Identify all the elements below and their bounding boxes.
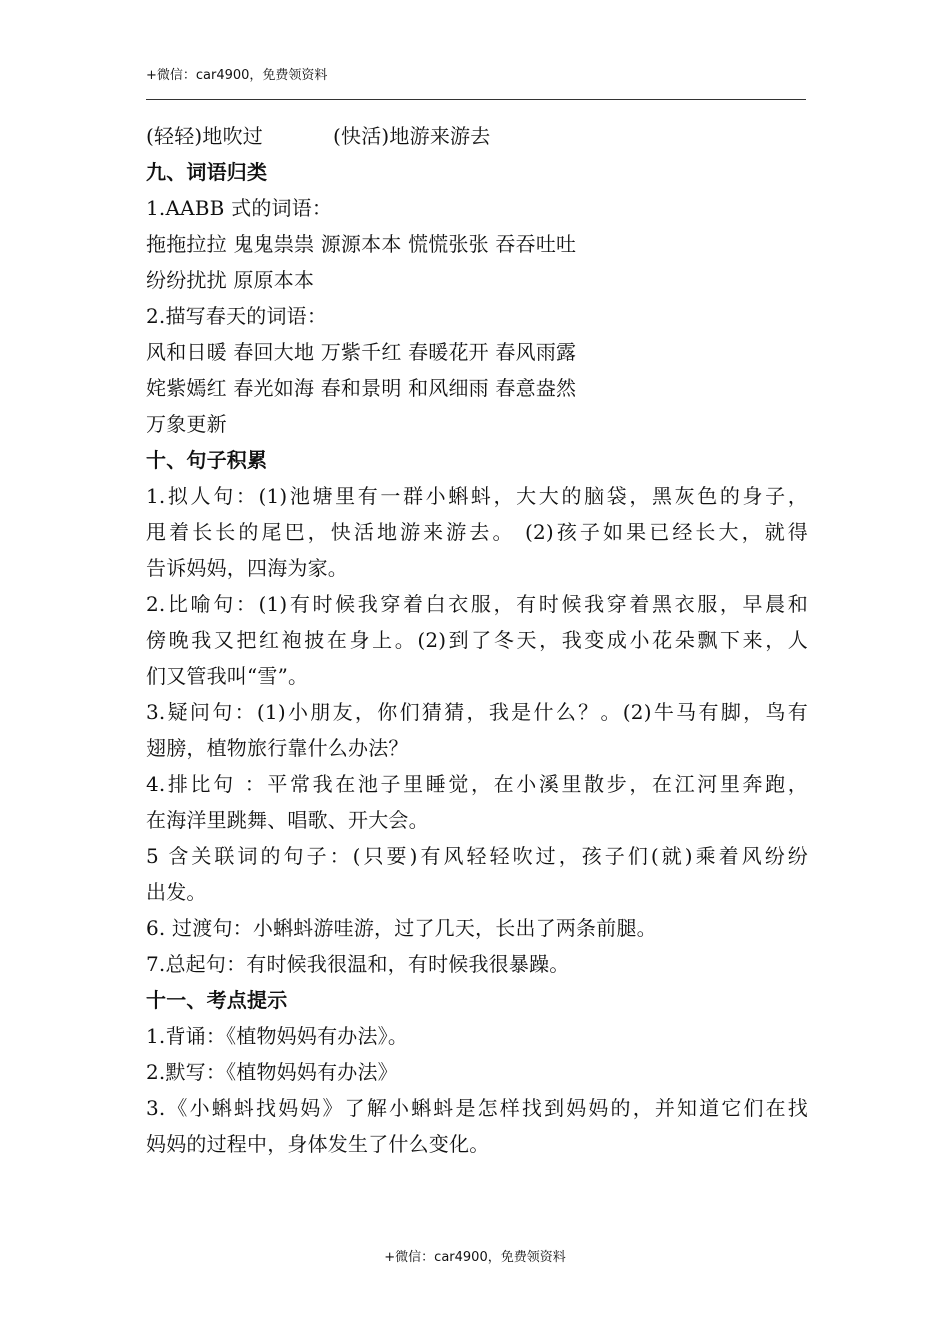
spring-words-label: 2.描写春天的词语： — [146, 304, 328, 328]
topic-sentence: 7.总起句：有时候我很温和，有时候我很暴躁。 — [146, 952, 570, 976]
section-heading-10: 十、句子积累 — [146, 448, 268, 472]
exam-point-2: 2.默写：《植物妈妈有办法》 — [146, 1060, 398, 1084]
exam-point-1: 1.背诵：《植物妈妈有办法》。 — [146, 1024, 409, 1048]
parallelism-line-2: 在海洋里跳舞、唱歌、开大会。 — [146, 808, 429, 832]
section-heading-11: 十一、考点提示 — [146, 988, 288, 1012]
aabb-words-label: 1.AABB 式的词语： — [146, 196, 333, 220]
section-heading-9: 九、词语归类 — [146, 160, 268, 184]
adverb-example-2: (快活)地游来游去 — [333, 124, 491, 148]
personification-line-2: 甩着长长的尾巴，快活地游来游去。 (2)孩子如果已经长大，就得 — [146, 520, 808, 544]
exam-point-3-line-1: 3.《小蝌蚪找妈妈》了解小蝌蚪是怎样找到妈妈的，并知道它们在找 — [146, 1096, 808, 1120]
footer-watermark-note: +微信：car4900，免费领资料 — [384, 1250, 566, 1265]
adverb-examples-line — [146, 118, 808, 154]
header-watermark-note: +微信：car4900，免费领资料 — [146, 68, 328, 83]
transition-sentence: 6. 过渡句：小蝌蚪游哇游，过了几天，长出了两条前腿。 — [146, 916, 657, 940]
spring-words-line-1: 风和日暖 春回大地 万紫千红 春暖花开 春风雨露 — [146, 340, 577, 364]
metaphor-line-1: 2.比喻句：(1)有时候我穿着白衣服，有时候我穿着黑衣服，早晨和 — [146, 592, 808, 616]
conjunction-line-2: 出发。 — [146, 880, 207, 904]
document-body — [146, 118, 808, 1162]
spring-words-line-3: 万象更新 — [146, 412, 227, 436]
parallelism-line-1: 4.排比句 ：平常我在池子里睡觉，在小溪里散步，在江河里奔跑， — [146, 772, 808, 796]
question-line-1: 3.疑问句：(1)小朋友，你们猜猜，我是什么？。(2)牛马有脚，鸟有 — [146, 700, 808, 724]
adverb-example-1: (轻轻)地吹过 — [146, 124, 264, 148]
metaphor-line-3: 们又管我叫“雪”。 — [146, 664, 309, 688]
conjunction-line-1: 5 含关联词的句子：(只要)有风轻轻吹过，孩子们(就)乘着风纷纷 — [146, 844, 808, 868]
personification-line-3: 告诉妈妈，四海为家。 — [146, 556, 348, 580]
aabb-words-line-2: 纷纷扰扰 原原本本 — [146, 268, 315, 292]
header-divider — [146, 99, 806, 100]
aabb-words-line-1: 拖拖拉拉 鬼鬼祟祟 源源本本 慌慌张张 吞吞吐吐 — [146, 232, 577, 256]
metaphor-line-2: 傍晚我又把红袍披在身上。(2)到了冬天，我变成小花朵飘下来，人 — [146, 628, 808, 652]
spring-words-line-2: 姹紫嫣红 春光如海 春和景明 和风细雨 春意盎然 — [146, 376, 577, 400]
exam-point-3-line-2: 妈妈的过程中，身体发生了什么变化。 — [146, 1132, 490, 1156]
personification-line-1: 1.拟人句：(1)池塘里有一群小蝌蚪，大大的脑袋，黑灰色的身子， — [146, 484, 808, 508]
question-line-2: 翅膀，植物旅行靠什么办法？ — [146, 736, 409, 760]
